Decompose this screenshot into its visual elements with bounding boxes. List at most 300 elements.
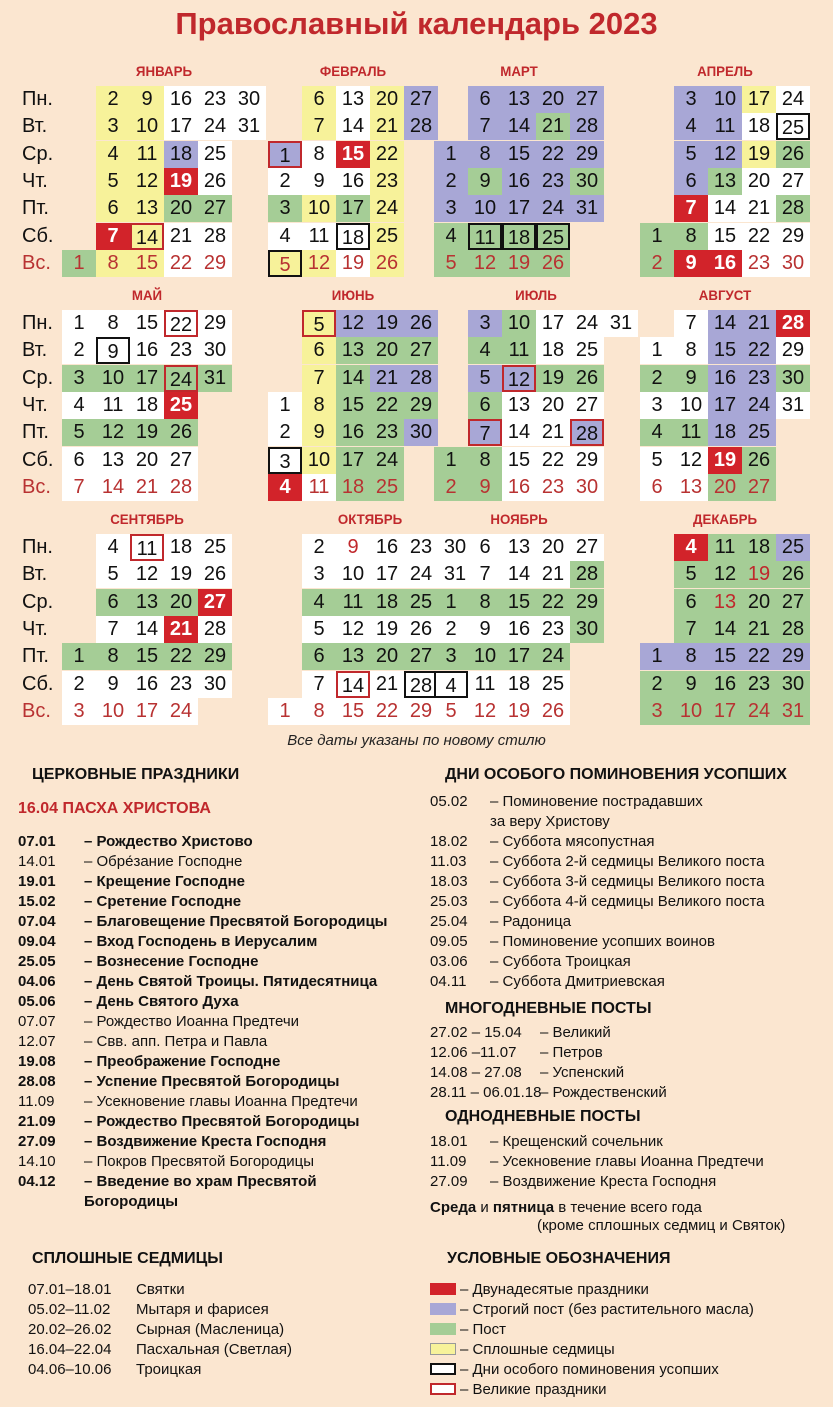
day-cell: 7 (302, 671, 336, 698)
list-item-date: 05.02–11.02 (28, 1301, 111, 1318)
list-item-text: – Покров Пресвятой Богородицы (84, 1153, 315, 1170)
day-cell: 2 (268, 168, 302, 195)
day-cell: 5 (302, 616, 336, 643)
month-name: ИЮЛЬ (515, 287, 557, 303)
day-cell: 22 (370, 141, 404, 168)
day-cell: 28 (198, 223, 232, 250)
day-cell: 13 (336, 643, 370, 670)
day-cell: 7 (302, 113, 336, 140)
list-item-text: Пасхальная (Светлая) (136, 1341, 293, 1358)
day-cell: 4 (674, 113, 708, 140)
list-item-date: 11.09 (18, 1093, 55, 1110)
day-cell: 2 (302, 534, 336, 561)
multi-day-fasts-heading: МНОГОДНЕВНЫЕ ПОСТЫ (445, 1000, 652, 1017)
day-cell: 20 (370, 86, 404, 113)
list-item (18, 1132, 388, 1152)
day-cell: 27 (404, 643, 438, 670)
day-cell: 13 (96, 447, 130, 474)
list-item (18, 892, 388, 912)
list-item-text: – Благовещение Пресвятой Богородицы (84, 913, 388, 930)
day-cell: 8 (302, 392, 336, 419)
day-cell: 29 (570, 447, 604, 474)
legend-swatch (430, 1383, 456, 1395)
day-cell: 3 (302, 561, 336, 588)
day-cell: 29 (198, 310, 232, 337)
day-cell: 9 (674, 250, 708, 277)
friday-label: пятница (492, 1199, 555, 1216)
day-cell: 31 (570, 195, 604, 222)
day-cell: 30 (570, 474, 604, 501)
day-cell: 19 (336, 250, 370, 277)
day-cell: 2 (640, 671, 674, 698)
day-cell: 5 (62, 419, 96, 446)
list-item (28, 1340, 292, 1360)
list-item-text: – Сретение Господне (84, 893, 242, 910)
day-cell: 16 (164, 86, 198, 113)
day-cell: 13 (502, 392, 536, 419)
day-cell: 22 (536, 141, 570, 168)
list-item-date: 16.04–22.04 (28, 1341, 112, 1358)
list-item-date: 18.02 (430, 833, 468, 850)
day-cell: 1 (268, 392, 302, 419)
day-cell: 22 (370, 392, 404, 419)
day-cell: 19 (370, 310, 404, 337)
day-cell: 28 (570, 113, 604, 140)
day-cell: 22 (370, 698, 404, 725)
list-item (430, 1172, 764, 1192)
day-cell: 24 (164, 365, 198, 392)
day-cell: 29 (570, 141, 604, 168)
day-cell: 4 (468, 337, 502, 364)
day-cell: 26 (536, 698, 570, 725)
list-item-text: Сырная (Масленица) (136, 1321, 285, 1338)
day-cell: 25 (742, 419, 776, 446)
day-cell: 8 (674, 643, 708, 670)
legend-swatch (430, 1363, 456, 1375)
day-cell: 19 (164, 561, 198, 588)
day-cell: 21 (742, 310, 776, 337)
day-cell: 7 (468, 113, 502, 140)
list-item-text: – День Святой Троицы. Пятидесятница (84, 973, 378, 990)
day-cell: 31 (198, 365, 232, 392)
day-cell: 2 (434, 616, 468, 643)
legend-item (430, 1359, 754, 1379)
day-cell: 1 (62, 250, 96, 277)
day-cell: 4 (434, 671, 468, 698)
day-cell: 31 (438, 561, 472, 588)
day-cell: 9 (468, 168, 502, 195)
list-item (18, 1012, 388, 1032)
list-item (430, 792, 765, 812)
legend-swatch (430, 1323, 456, 1335)
day-cell: 22 (164, 310, 198, 337)
list-item (18, 1152, 388, 1172)
day-cell: 13 (708, 589, 742, 616)
day-cell: 16 (336, 168, 370, 195)
memorial-days-list (430, 792, 765, 992)
day-cell: 14 (708, 616, 742, 643)
day-cell: 22 (536, 447, 570, 474)
day-cell: 29 (198, 643, 232, 670)
list-item (430, 852, 765, 872)
day-cell: 2 (62, 671, 96, 698)
continuous-weeks-list (28, 1280, 292, 1380)
weekday-label: Пт. (22, 197, 49, 220)
day-cell: 13 (336, 337, 370, 364)
day-cell: 27 (198, 589, 232, 616)
day-cell: 4 (268, 223, 302, 250)
list-item-text: – Рождество Христово (84, 833, 253, 850)
month-name: НОЯБРЬ (490, 511, 548, 527)
list-item-text: Мытаря и фарисея (136, 1301, 269, 1318)
day-cell: 1 (640, 337, 674, 364)
day-cell: 7 (674, 310, 708, 337)
list-item (18, 1092, 388, 1112)
list-item-date: 18.01 (430, 1133, 468, 1150)
wed-fri-exception: (кроме сплошных седмиц и Святок) (537, 1217, 786, 1234)
day-cell: 11 (708, 113, 742, 140)
weekday-label: Вс. (22, 251, 51, 274)
list-item-date: 11.09 (430, 1153, 467, 1170)
list-item-date (18, 1192, 84, 1212)
day-cell: 1 (640, 223, 674, 250)
day-cell: 20 (708, 474, 742, 501)
day-cell: 9 (302, 419, 336, 446)
day-cell: 14 (96, 474, 130, 501)
list-item-text: – Суббота 4-й седмицы Великого поста (490, 893, 765, 910)
day-cell: 25 (198, 141, 232, 168)
list-item (430, 932, 765, 952)
day-cell: 12 (130, 561, 164, 588)
day-cell: 12 (468, 250, 502, 277)
list-item-text: – Воздвижение Креста Господня (490, 1173, 717, 1190)
day-cell: 14 (336, 365, 370, 392)
day-cell: 18 (502, 671, 536, 698)
list-item-text: – День Святого Духа (84, 993, 239, 1010)
day-cell: 10 (336, 561, 370, 588)
weekday-label: Чт. (22, 393, 48, 416)
day-cell: 3 (640, 698, 674, 725)
day-cell: 13 (130, 589, 164, 616)
day-cell: 16 (336, 419, 370, 446)
day-cell: 28 (776, 195, 810, 222)
day-cell: 2 (96, 86, 130, 113)
day-cell: 11 (502, 337, 536, 364)
list-item (28, 1320, 292, 1340)
list-item-date: 20.02–26.02 (28, 1321, 112, 1338)
list-item (18, 852, 388, 872)
day-cell: 13 (502, 86, 536, 113)
list-item-text: – Вознесение Господне (84, 953, 259, 970)
day-cell: 12 (336, 616, 370, 643)
day-cell: 21 (536, 113, 570, 140)
day-cell: 18 (130, 392, 164, 419)
day-cell: 14 (336, 113, 370, 140)
day-cell: 30 (570, 168, 604, 195)
day-cell: 4 (62, 392, 96, 419)
day-cell: 15 (708, 643, 742, 670)
day-cell: 29 (776, 337, 810, 364)
day-cell: 11 (674, 419, 708, 446)
list-item-date: 12.07 (18, 1033, 56, 1050)
day-cell: 18 (370, 589, 404, 616)
list-item (18, 992, 388, 1012)
list-item-date: 28.11 – 06.01.18 (430, 1084, 542, 1101)
day-cell: 17 (370, 561, 404, 588)
list-item (18, 1192, 388, 1212)
list-item-text: – Успенский (540, 1064, 625, 1081)
day-cell: 3 (468, 310, 502, 337)
day-cell: 26 (164, 419, 198, 446)
list-item-date: 19.08 (18, 1053, 56, 1070)
month-name: ИЮНЬ (331, 287, 375, 303)
day-cell: 20 (536, 392, 570, 419)
day-cell: 27 (198, 195, 232, 222)
day-cell: 20 (536, 86, 570, 113)
day-cell: 21 (164, 223, 198, 250)
day-cell: 23 (536, 474, 570, 501)
day-cell: 15 (130, 250, 164, 277)
day-cell: 1 (268, 141, 302, 168)
day-cell: 20 (164, 589, 198, 616)
day-cell: 25 (536, 671, 570, 698)
day-cell: 8 (96, 310, 130, 337)
day-cell: 19 (502, 250, 536, 277)
continuous-weeks-heading: СПЛОШНЫЕ СЕДМИЦЫ (32, 1250, 223, 1267)
day-cell: 7 (468, 419, 502, 446)
weekday-label: Ср. (22, 366, 54, 389)
day-cell: 21 (536, 561, 570, 588)
weekday-label: Пн. (22, 88, 53, 110)
day-cell: 28 (570, 561, 604, 588)
page-title: Православный календарь 2023 (175, 6, 658, 41)
day-cell: 9 (674, 671, 708, 698)
day-cell: 27 (570, 534, 604, 561)
legend-heading: УСЛОВНЫЕ ОБОЗНАЧЕНИЯ (447, 1250, 671, 1267)
weekday-label: Чт. (22, 169, 48, 192)
day-cell: 19 (502, 698, 536, 725)
list-item-text: – Рождество Пресвятой Богородицы (84, 1113, 360, 1130)
day-cell: 15 (502, 589, 536, 616)
list-item-text: за веру Христову (490, 813, 610, 830)
easter-line: 16.04 ПАСХА ХРИСТОВА (18, 800, 211, 817)
list-item (430, 972, 765, 992)
day-cell: 27 (776, 589, 810, 616)
day-cell: 2 (434, 168, 468, 195)
day-cell: 11 (468, 223, 502, 250)
day-cell: 1 (434, 447, 468, 474)
day-cell: 28 (404, 671, 438, 698)
day-cell: 12 (674, 447, 708, 474)
day-cell: 25 (198, 534, 232, 561)
list-item-text: – Рождественский (540, 1084, 667, 1101)
legend-swatch (430, 1283, 456, 1295)
day-cell: 21 (742, 195, 776, 222)
day-cell: 19 (742, 561, 776, 588)
list-item-text: Троицкая (136, 1361, 202, 1378)
day-cell: 10 (674, 392, 708, 419)
day-cell: 29 (570, 589, 604, 616)
list-item-text: – Суббота 3-й седмицы Великого поста (490, 873, 765, 890)
day-cell: 14 (502, 561, 536, 588)
day-cell: 16 (708, 250, 742, 277)
day-cell: 7 (96, 223, 130, 250)
day-cell: 7 (62, 474, 96, 501)
day-cell: 17 (164, 113, 198, 140)
day-cell: 28 (404, 365, 438, 392)
list-item (430, 952, 765, 972)
day-cell: 16 (130, 671, 164, 698)
day-cell: 8 (674, 223, 708, 250)
list-item (430, 912, 765, 932)
day-cell: 4 (96, 141, 130, 168)
day-cell: 11 (336, 589, 370, 616)
list-item-date: 19.01 (18, 873, 56, 890)
list-item (18, 872, 388, 892)
month-name: МАЙ (131, 287, 163, 303)
day-cell: 3 (640, 392, 674, 419)
day-cell: 12 (96, 419, 130, 446)
list-item-text: – Рождество Иоанна Предтечи (84, 1013, 300, 1030)
list-item-date: 28.08 (18, 1073, 56, 1090)
day-cell: 25 (404, 589, 438, 616)
list-item (430, 1043, 667, 1063)
legend-item (430, 1279, 754, 1299)
day-cell: 21 (370, 671, 404, 698)
list-item-date (430, 812, 490, 832)
day-cell: 23 (742, 365, 776, 392)
day-cell: 23 (164, 671, 198, 698)
day-cell: 23 (742, 250, 776, 277)
day-cell: 11 (468, 671, 502, 698)
day-cell: 5 (268, 250, 302, 277)
day-cell: 30 (198, 671, 232, 698)
day-cell: 5 (674, 141, 708, 168)
list-item (18, 932, 388, 952)
day-cell: 6 (62, 447, 96, 474)
day-cell: 24 (776, 86, 810, 113)
day-cell: 20 (370, 643, 404, 670)
day-cell: 21 (130, 474, 164, 501)
day-cell: 3 (62, 365, 96, 392)
day-cell: 2 (62, 337, 96, 364)
list-item-date: 07.07 (18, 1013, 56, 1030)
day-cell: 10 (96, 698, 130, 725)
day-cell: 15 (708, 337, 742, 364)
day-cell: 4 (674, 534, 708, 561)
list-item-date: 14.01 (18, 853, 56, 870)
list-item (430, 812, 765, 832)
day-cell: 24 (198, 113, 232, 140)
list-item-text: – Суббота Дмитриевская (490, 973, 665, 990)
day-cell: 6 (96, 589, 130, 616)
day-cell: 10 (468, 195, 502, 222)
day-cell: 30 (404, 419, 438, 446)
day-cell: 21 (370, 113, 404, 140)
day-cell: 3 (62, 698, 96, 725)
legend-label: – Пост (460, 1320, 507, 1338)
day-cell: 9 (468, 474, 502, 501)
day-cell: 17 (336, 195, 370, 222)
day-cell: 19 (370, 616, 404, 643)
day-cell: 10 (130, 113, 164, 140)
list-item-date: 18.03 (430, 873, 468, 890)
day-cell: 18 (742, 534, 776, 561)
day-cell: 18 (708, 419, 742, 446)
day-cell: 16 (708, 671, 742, 698)
day-cell: 23 (404, 534, 438, 561)
day-cell: 5 (96, 561, 130, 588)
day-cell: 14 (130, 616, 164, 643)
day-cell: 3 (268, 447, 302, 474)
day-cell: 3 (434, 195, 468, 222)
day-cell: 10 (468, 643, 502, 670)
day-cell: 26 (404, 310, 438, 337)
list-item-text: – Усекновение главы Иоанна Предтечи (84, 1093, 358, 1110)
day-cell: 17 (502, 643, 536, 670)
day-cell: 8 (302, 141, 336, 168)
day-cell: 15 (502, 141, 536, 168)
list-item (430, 1023, 667, 1043)
day-cell: 28 (570, 419, 604, 446)
day-cell: 25 (570, 337, 604, 364)
day-cell: 16 (130, 337, 164, 364)
day-cell: 12 (708, 561, 742, 588)
list-item-date: 21.09 (18, 1113, 56, 1130)
day-cell: 12 (708, 141, 742, 168)
day-cell: 18 (502, 223, 536, 250)
list-item-date: 04.11 (430, 973, 467, 990)
day-cell: 27 (164, 447, 198, 474)
weekday-label: Пн. (22, 536, 53, 558)
day-cell: 11 (708, 534, 742, 561)
day-cell: 18 (164, 534, 198, 561)
day-cell: 16 (502, 474, 536, 501)
day-cell: 21 (536, 419, 570, 446)
day-cell: 15 (708, 223, 742, 250)
day-cell: 23 (198, 86, 232, 113)
day-cell: 26 (198, 561, 232, 588)
month-name: ФЕВРАЛЬ (319, 63, 387, 79)
list-item (430, 872, 765, 892)
day-cell: 9 (96, 337, 130, 364)
day-cell: 15 (502, 447, 536, 474)
day-cell: 29 (776, 643, 810, 670)
day-cell: 1 (62, 643, 96, 670)
day-cell: 17 (130, 698, 164, 725)
day-cell: 1 (434, 141, 468, 168)
day-cell: 21 (370, 365, 404, 392)
day-cell: 5 (640, 447, 674, 474)
day-cell: 27 (404, 337, 438, 364)
day-cell: 9 (96, 671, 130, 698)
month-name: ОКТЯБРЬ (337, 511, 403, 527)
day-cell: 15 (130, 643, 164, 670)
day-cell: 27 (570, 392, 604, 419)
day-cell: 24 (742, 698, 776, 725)
list-item-date: 27.09 (18, 1133, 56, 1150)
day-cell: 19 (536, 365, 570, 392)
list-item-date: 14.08 – 27.08 (430, 1064, 522, 1081)
day-cell: 4 (302, 589, 336, 616)
weekday-label: Ср. (22, 590, 54, 613)
day-cell: 20 (130, 447, 164, 474)
list-item (430, 1132, 764, 1152)
day-cell: 7 (302, 365, 336, 392)
day-cell: 9 (302, 168, 336, 195)
day-cell: 5 (434, 698, 468, 725)
weekday-label: Сб. (22, 448, 54, 471)
